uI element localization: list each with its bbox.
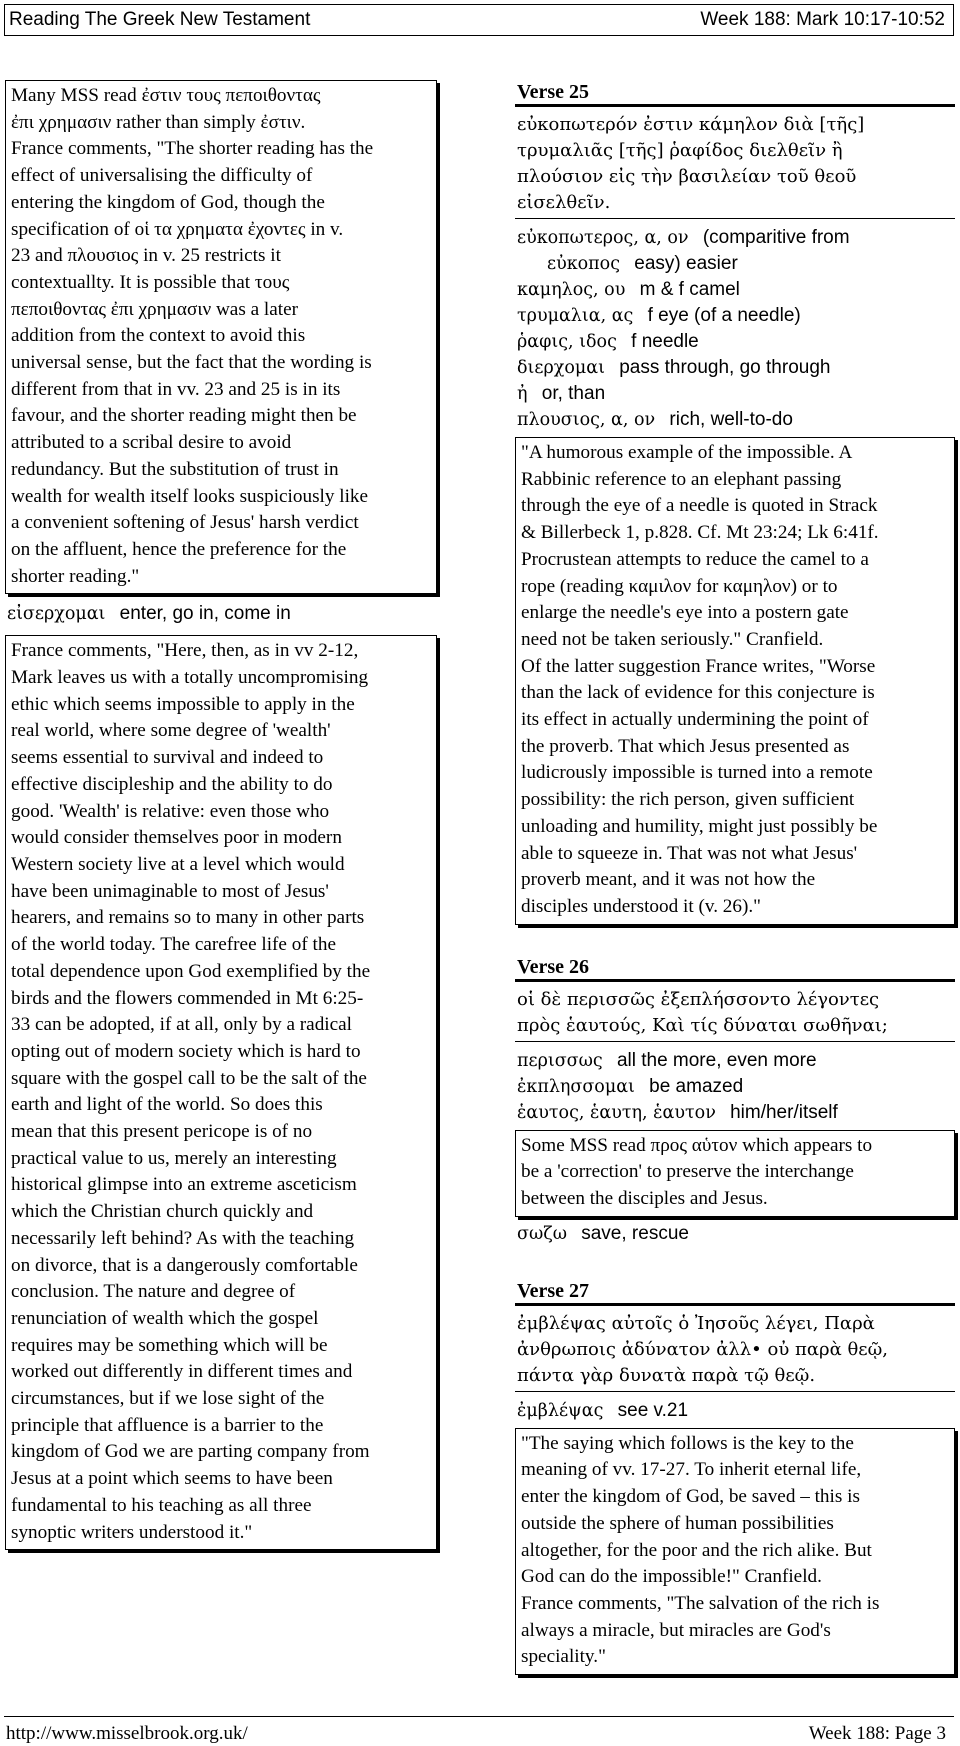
note-line: effective discipleship and the ability to do xyxy=(11,773,333,795)
note-line: than the lack of evidence for this conjecture is xyxy=(521,682,875,704)
note-line: France comments, "The salvation of the rich is xyxy=(521,1592,880,1614)
greek-line: οἱ δὲ περισσῶς ἐξεπλήσσοντο λέγοντες xyxy=(517,988,880,1010)
note-line: requires may be something which will be xyxy=(11,1334,328,1356)
note-line: 23 and πλουσιος in v. 25 restricts it xyxy=(11,245,281,267)
note-line: enter the kingdom of God, be saved – this is xyxy=(521,1486,860,1508)
note-line: between the disciples and Jesus. xyxy=(521,1188,768,1210)
note-line: entering the kingdom of God, though the xyxy=(11,191,325,213)
note-line: always a miracle, but miracles are God's xyxy=(521,1619,831,1641)
vocab-english: easy) easier xyxy=(634,253,738,274)
greek-line: πλούσιον εἰς τὴν βασιλείαν τοῦ θεοῦ xyxy=(517,166,857,187)
note-line: possibility: the rich person, given sufficient xyxy=(521,789,855,811)
note-line: ethic which seems impossible to apply in the xyxy=(11,693,355,715)
note-line: unloading and humility, might just possibly be xyxy=(521,815,878,837)
vocab-english: see v.21 xyxy=(617,1399,689,1421)
note-line: Of the latter suggestion France writes, "Worse xyxy=(521,655,876,677)
note-line: universal sense, but the fact that the wording is xyxy=(11,352,372,374)
verse-27-note xyxy=(515,1428,955,1675)
vocab-greek: ἐκπλησσομαι xyxy=(517,1076,635,1097)
note-line: Many MSS read ἐστιν τους πεποιθοντας xyxy=(11,85,321,106)
page-number: Week 188: Page 3 xyxy=(808,1723,946,1744)
note-line: enlarge the needle's eye into a postern gate xyxy=(521,602,849,624)
note-line: which the Christian church quickly and xyxy=(11,1201,314,1223)
greek-line: ἐμβλέψας αὐτοῖς ὁ Ἰησοῦς λέγει, Παρὰ xyxy=(517,1312,875,1334)
vocab-english: be amazed xyxy=(649,1075,744,1097)
vocab-entry xyxy=(515,1074,955,1100)
note-line: πεποιθοντας ἐπι χρημασιν was a later xyxy=(11,298,298,320)
vocab-entry xyxy=(515,251,955,277)
note-line: have been unimaginable to most of Jesus' xyxy=(11,880,329,902)
greek-line: πάντα γὰρ δυνατὰ παρὰ τῷ θεῷ. xyxy=(517,1364,816,1386)
note-line: good. 'Wealth' is relative: even those who xyxy=(11,800,330,822)
note-line: proverb meant, and it was not how the xyxy=(521,869,816,891)
note-line: on divorce, that is a dangerously comfortable xyxy=(11,1254,358,1276)
note-line: Procrustean attempts to reduce the camel to a xyxy=(521,548,869,570)
vocab-english: save, rescue xyxy=(581,1222,689,1244)
vocab-greek: ἠ xyxy=(517,384,528,404)
vocab-english: pass through, go through xyxy=(619,357,831,378)
note-line: through the eye of a needle is quoted in Strack xyxy=(521,495,878,517)
vocab-entry xyxy=(515,277,955,303)
commentary-box xyxy=(5,635,437,1550)
note-line: outside the sphere of human possibilities xyxy=(521,1512,834,1534)
vocab-greek: περισσως xyxy=(517,1050,603,1071)
note-line: circumstances, but if we lose sight of the xyxy=(11,1388,325,1410)
note-line: attributed to a scribal desire to avoid xyxy=(11,432,292,454)
vocab-greek: ῥαφις, ιδος xyxy=(517,332,617,352)
site-url: http://www.misselbrook.org.uk/ xyxy=(6,1723,248,1744)
document-title: Reading The Greek New Testament xyxy=(9,9,311,30)
note-line: Rabbinic reference to an elephant passing xyxy=(521,468,842,490)
vocab-entry xyxy=(515,381,955,407)
note-line: ἐπι χρημασιν rather than simply ἐστιν. xyxy=(11,111,306,133)
note-line: synoptic writers understood it." xyxy=(11,1521,253,1543)
note-line: birds and the flowers commended in Mt 6:25- xyxy=(11,987,364,1009)
vocab-greek: σωζω xyxy=(517,1223,567,1244)
verse-25-vocab xyxy=(515,225,955,433)
vocab-entry xyxy=(515,303,955,329)
vocab-english: or, than xyxy=(541,383,606,404)
verse-27-heading: Verse 27 xyxy=(515,1279,955,1306)
verse-26-greek xyxy=(515,987,955,1042)
week-label: Week 188: Mark 10:17-10:52 xyxy=(700,9,945,30)
vocab-entry xyxy=(515,1221,955,1247)
note-line: historical glimpse into an extreme asceticism xyxy=(11,1174,357,1196)
note-line: God can do the impossible!" Cranfield. xyxy=(521,1566,822,1588)
note-line: the proverb. That which Jesus presented as xyxy=(521,735,850,757)
note-line: altogether, for the poor and the rich alike. But xyxy=(521,1539,872,1561)
note-line: ludicrously impossible is turned into a remote xyxy=(521,762,873,784)
note-line: a convenient softening of Jesus' harsh verdict xyxy=(11,512,359,534)
note-line: be a 'correction' to preserve the interchange xyxy=(521,1161,854,1183)
vocab-greek: ἐμβλέψας xyxy=(517,1400,604,1421)
note-line: favour, and the shorter reading might then be xyxy=(11,405,357,427)
vocab-entry xyxy=(515,1100,955,1126)
note-line: addition from the context to avoid this xyxy=(11,325,306,347)
note-line: rope (reading καμιλον for καμηλον) or to xyxy=(521,575,838,597)
vocab-entry xyxy=(515,1398,955,1424)
note-line: redundancy. But the substitution of trust in xyxy=(11,458,339,480)
vocab-entry xyxy=(515,329,955,355)
note-line: earth and light of the world. So does this xyxy=(11,1094,323,1116)
greek-line: εὐκοπωτερόν ἐστιν κάμηλον διὰ [τῆς] xyxy=(517,114,865,135)
vocab-english: all the more, even more xyxy=(616,1049,817,1071)
note-line: renunciation of wealth which the gospel xyxy=(11,1307,319,1329)
note-line: different from that in vv. 23 and 25 is in its xyxy=(11,378,341,400)
note-line: effect of universalising the difficulty of xyxy=(11,165,313,187)
vocab-entry xyxy=(515,1048,955,1074)
left-column xyxy=(5,80,437,1550)
note-line: Jesus at a point which seems to have been xyxy=(11,1468,333,1490)
note-line: practical value to us, merely an interesting xyxy=(11,1147,337,1169)
note-line: shorter reading." xyxy=(11,565,140,587)
note-line: mean that this present pericope is of no xyxy=(11,1121,313,1143)
vocab-english: him/her/itself xyxy=(730,1101,838,1123)
page-footer xyxy=(4,1716,954,1744)
note-line: meaning of vv. 17-27. To inherit eternal life, xyxy=(521,1459,862,1481)
vocab-greek: εἰσερχομαι xyxy=(7,604,106,625)
note-line: able to squeeze in. That was not what Jesus' xyxy=(521,842,858,864)
vocab-greek: διερχομαι xyxy=(517,358,605,378)
note-line: of the world today. The carefree life of the xyxy=(11,934,336,956)
vocab-entry xyxy=(515,407,955,433)
note-line: Some MSS read προς αὑτον which appears to xyxy=(521,1134,873,1156)
note-line: principle that affluence is a barrier to the xyxy=(11,1414,324,1436)
vocab-greek: εὐκοπωτερος, α, ον xyxy=(517,228,689,248)
note-line: specification of οἱ τα χρηματα ἐχοντες in v. xyxy=(11,218,344,240)
note-line: wealth for wealth itself looks suspiciously like xyxy=(11,485,369,507)
note-line: France comments, "The shorter reading has the xyxy=(11,138,374,160)
note-line: conclusion. The nature and degree of xyxy=(11,1281,296,1303)
verse-27-vocab xyxy=(515,1398,955,1424)
note-line: Mark leaves us with a totally uncompromising xyxy=(11,667,369,689)
verse-25-greek xyxy=(515,112,955,219)
note-line: necessarily left behind? As with the teaching xyxy=(11,1227,355,1249)
verse-25-note xyxy=(515,437,955,925)
textual-note-box xyxy=(5,80,437,594)
note-line: hearers, and remains so to many in other parts xyxy=(11,907,365,929)
note-line: France comments, "Here, then, as in vv 2-12, xyxy=(11,640,359,662)
note-line: disciples understood it (v. 26)." xyxy=(521,895,762,917)
verse-26-vocab-2 xyxy=(515,1221,955,1247)
greek-line: πρὸς ἑαυτούς, Καὶ τίς δύναται σωθῆναι; xyxy=(517,1014,888,1036)
greek-line: τρυμαλιᾶς [τῆς] ῥαφίδος διελθεῖν ἢ xyxy=(517,140,843,161)
vocab-greek: ἑαυτος, ἑαυτη, ἑαυτον xyxy=(517,1102,716,1123)
vocab-greek: εὐκοπος xyxy=(547,254,621,274)
verse-25-heading: Verse 25 xyxy=(515,80,955,107)
note-line: real world, where some degree of 'wealth' xyxy=(11,720,331,742)
vocab-english: (comparitive from xyxy=(702,227,850,248)
vocab-english: rich, well-to-do xyxy=(669,409,793,430)
note-line: on the affluent, hence the preference for the xyxy=(11,538,347,560)
vocab-english: m & f camel xyxy=(639,279,740,300)
vocab-entry xyxy=(5,601,437,627)
vocab-english: f eye (of a needle) xyxy=(647,305,801,326)
note-line: contextuallty. It is possible that τους xyxy=(11,271,290,293)
verse-27-greek xyxy=(515,1311,955,1392)
vocab-entry xyxy=(515,355,955,381)
vocab-entry xyxy=(515,225,955,251)
note-line: square with the gospel call to be the salt of the xyxy=(11,1067,367,1089)
note-line: need not be taken seriously." Cranfield. xyxy=(521,628,824,650)
note-line: & Billerbeck 1, p.828. Cf. Mt 23:24; Lk 6:41f. xyxy=(521,522,879,544)
note-line: would consider themselves poor in modern xyxy=(11,827,342,849)
greek-line: εἰσελθεῖν. xyxy=(517,192,611,213)
note-line: kingdom of God we are parting company from xyxy=(11,1441,370,1463)
page-header xyxy=(4,4,954,36)
verse-26-vocab xyxy=(515,1048,955,1126)
note-line: worked out differently in different times and xyxy=(11,1361,353,1383)
note-line: "A humorous example of the impossible. A xyxy=(521,442,853,463)
note-line: total dependence upon God exemplified by the xyxy=(11,960,371,982)
note-line: fundamental to his teaching as all three xyxy=(11,1494,312,1516)
verse-26-heading: Verse 26 xyxy=(515,955,955,982)
note-line: Western society live at a level which would xyxy=(11,853,345,875)
verse-26-note xyxy=(515,1130,955,1217)
vocab-greek: τρυμαλια, ας xyxy=(517,306,634,326)
note-line: its effect in actually undermining the point of xyxy=(521,709,869,731)
note-line: opting out of modern society which is hard to xyxy=(11,1040,361,1062)
note-line: "The saying which follows is the key to the xyxy=(521,1432,854,1454)
note-line: 33 can be adopted, if at all, only by a radical xyxy=(11,1014,352,1036)
vocab-english: f needle xyxy=(631,331,699,352)
right-column xyxy=(515,80,955,1675)
vocab-greek: καμηλος, ου xyxy=(517,280,626,300)
note-line: speciality." xyxy=(521,1646,606,1668)
vocab-greek: πλουσιος, α, ον xyxy=(517,410,656,430)
greek-line: ἀνθρωποις ἀδύνατον ἀλλ• οὐ παρὰ θεῷ, xyxy=(517,1338,889,1360)
note-line: seems essential to survival and indeed to xyxy=(11,747,324,769)
vocab-english: enter, go in, come in xyxy=(119,603,291,625)
